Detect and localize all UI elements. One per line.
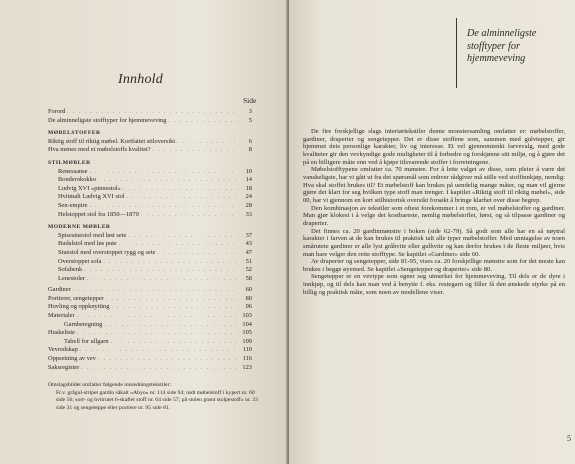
- toc-entry: [48, 338, 252, 347]
- toc-entry-title: Portierer, sengetepper: [48, 294, 104, 302]
- toc-entry-title: Ludvig XVI «pinnestol»: [58, 184, 121, 192]
- toc-entry: [48, 321, 252, 330]
- toc-entry-page: 5: [248, 116, 252, 124]
- toc-leader-dots: [80, 347, 238, 355]
- body-text: [303, 128, 565, 296]
- toc-leader-dots: [106, 296, 238, 304]
- toc-leader-dots: [128, 233, 238, 241]
- toc-entry-page: 43: [245, 240, 252, 248]
- toc-section-heading: MODERNE MØBLER: [48, 224, 111, 231]
- toc-leader-dots: [89, 203, 238, 211]
- toc-entry-title: Lenestoler: [58, 274, 85, 282]
- chapter-heading-line: De alminneligste: [467, 28, 537, 39]
- toc-entry: [48, 138, 252, 147]
- toc-entry: [48, 146, 252, 155]
- toc-entry-page: 3: [248, 108, 252, 115]
- toc-entry-title: Hovling og oppknytting: [48, 303, 110, 311]
- toc-leader-dots: [111, 339, 238, 347]
- toc-entry: [48, 117, 252, 126]
- toc-entry: [48, 275, 252, 284]
- toc-leader-dots: [119, 241, 238, 249]
- toc-entry: [48, 168, 252, 177]
- paragraph: Det finnes ca. 20 gardinmønstre i boken (side 62-79). Så godt som alle har en så nøytral karakter i farven at de kan brukes til praktisk talt alle typer møbelstoffer. Med unntagelse av noen smårutete gardiner er alle lyst gråhvite eller gulhvite og kan derfor brukes i de fleste miljøer, hvis man bare velger den rette stofftype. Se kapitlet «Gardiner» side 60.: [303, 227, 565, 258]
- toc-entry-page: 105: [242, 329, 252, 337]
- toc-leader-dots: [123, 186, 238, 194]
- toc-entry-page: 10: [245, 167, 252, 175]
- toc-entry-title: Helstoppet stol fra 1850—1870: [58, 210, 139, 218]
- cover-note-heading: Omslagsbildet omfatter følgende innredningstekstiler:: [48, 382, 172, 388]
- toc-entry: [48, 364, 252, 373]
- page-column-label: Side: [243, 96, 257, 105]
- chapter-heading-line: hjemmeveving: [467, 53, 526, 64]
- toc-entry: [48, 202, 252, 211]
- toc-entry-page: 47: [245, 248, 252, 256]
- toc-leader-dots: [98, 356, 238, 364]
- toc-entry: [48, 266, 252, 275]
- toc-entry-title: Renessanse: [58, 167, 88, 175]
- toc-entry: [48, 295, 252, 304]
- toc-leader-dots: [77, 313, 238, 321]
- toc-entry-page: 24: [245, 193, 252, 201]
- toc-leader-dots: [89, 169, 238, 177]
- toc-leader-dots: [87, 276, 238, 284]
- toc-entry-page: 28: [245, 201, 252, 209]
- toc-leader-dots: [157, 250, 238, 258]
- toc-entry: [48, 193, 252, 202]
- right-page: [289, 0, 575, 464]
- toc-leader-dots: [127, 194, 238, 202]
- toc-entry-page: 80: [245, 294, 252, 302]
- toc-leader-dots: [103, 259, 238, 267]
- paragraph: Sengetepper er en vevtype som egner seg utmerket for hjemmeveving. Til dels er de dyre i innkjøp, og til dels kan man ved å benytte f. eks. restegarn og filler få den ønskede styrke på en billig og praktisk måte, som noen av modellene viser.: [303, 273, 565, 296]
- toc-entry: [48, 303, 252, 312]
- toc-entry-title: Saksregister: [48, 363, 80, 371]
- toc-entry-title: Bonderokokko: [58, 176, 96, 184]
- toc-entry-page: 37: [245, 231, 252, 239]
- toc-entry-page: 18: [245, 184, 252, 192]
- toc-leader-dots: [168, 118, 238, 126]
- paragraph: De fire forskjellige slags interiørtekstiler denne monstersamling omfatter er: møbelstoffer, gardiner, draperier og sengetepper. Det er disse stoffene som, sammen med gulvtepper, gir hjemmet dets personlige karakter, liv og interesse. Et vel gjennomtenkt farvevalg, med gode kvaliteter gir den vevkyndige gode muligheter til å forbedre og forskjønne sitt miljø, og å gjøre det på en billigere måte enn ved å kjøpe tilsvarende stoffer i forretningene.: [303, 128, 565, 166]
- toc-entry-title: Sen-empire: [58, 201, 88, 209]
- toc-entry-page: 123: [242, 363, 252, 371]
- toc-section-heading: STILMØBLER: [48, 159, 91, 166]
- toc-entry-page: 60: [245, 286, 252, 294]
- toc-entry: [48, 312, 252, 321]
- toc-entry-title: Forord: [48, 108, 66, 115]
- toc-entry-page: 51: [245, 257, 252, 265]
- toc-entry-page: 96: [245, 303, 252, 311]
- toc-entry: [48, 286, 252, 295]
- toc-entry: [48, 211, 252, 220]
- toc-entry-title: De alminneligste stofftyper for hjemmeveving: [48, 116, 167, 124]
- toc-entry: [48, 355, 252, 364]
- toc-entry: [48, 240, 252, 249]
- toc-leader-dots: [84, 267, 238, 275]
- toc-entry-page: 8: [248, 146, 252, 154]
- toc-entry-page: 52: [245, 266, 252, 274]
- toc-entry-title: Vevredskap: [48, 346, 78, 354]
- toc-entry-title: Tabell for ullgarn: [64, 337, 109, 345]
- toc-section-heading: MØBELSTOFFER: [48, 130, 101, 137]
- toc-entry: [48, 232, 252, 241]
- toc-entry-page: 109: [242, 337, 252, 345]
- toc-leader-dots: [111, 304, 238, 312]
- toc-entry: [48, 249, 252, 258]
- toc-leader-dots: [177, 139, 238, 147]
- paragraph: Møbelstofftypene omfatter ca. 70 mønstre. For å lette valget av disse, som pleier å være det vanskeligste, har vi gått ut fra det spørsmål som enhver rådgiver må stille ved stoffinnkjøp, nemlig: Hva skal stoffet brukes til? Et møbelstoff kan brukes på uendelig mange måter, og man vil gjerne gjøre det klart for seg hvilken type stoff man trenger. I kapitlet «Riktig stoff til riktig møbel», side 00, har vi gjennom en kort stilhistorisk oversikt forsøkt å bringe klarhet over disse begrep.: [303, 166, 565, 204]
- toc-entry-title: Hva menes med et møbelstoffs kvalitet?: [48, 146, 151, 154]
- toc-entry-page: 103: [242, 312, 252, 320]
- toc-entry-title: Stuestol med overstoppet rygg og sete: [58, 248, 156, 256]
- toc-entry-page: 116: [242, 355, 252, 363]
- toc-title: Innhold: [118, 72, 163, 87]
- toc-entry-page: 58: [245, 274, 252, 282]
- toc-entry-title: Huskeliste: [48, 329, 75, 337]
- toc-entry-title: Spisestuestol med løst sete: [58, 231, 127, 239]
- chapter-heading-line: stofftyper for: [467, 40, 520, 52]
- toc-entry-title: Garnberegning: [64, 320, 103, 328]
- toc-leader-dots: [73, 287, 238, 295]
- toc-entry-title: Materialer: [48, 312, 75, 320]
- paragraph: Den kombinasjon av tekstiler som oftest forekommer i et rom, er vel møbelstoffer og gardiner. Man gjør klokest i å velge det kostbareste, nemlig møbelstoffet, først, og så tilpasse gardiner og draperier.: [303, 204, 565, 227]
- toc-entry-title: Sofabenk: [58, 266, 83, 274]
- toc-entry-title: Riktig stoff til riktig møbel. Kortfattet stiloversikt: [48, 137, 176, 145]
- page-number: 5: [567, 434, 571, 443]
- toc-entry: [48, 185, 252, 194]
- toc-entry-page: 110: [242, 346, 252, 354]
- table-of-contents: [48, 108, 252, 372]
- toc-entry-page: 104: [242, 320, 252, 328]
- cover-note-body: Fr.v. grågul-stripet gardin såkalt «Abyo» nr. 114 side 94; rødt møbelstoff i kypert nr. 60 side 56; sort- og hvitrutet 6-skaftet stoff nr. 64 side 57; på stolen grønt stolpestoff» nr. 33 side 31 og sengeteppe eller portiere nr. 95 side 81.: [56, 390, 258, 411]
- chapter-heading: [456, 18, 568, 88]
- toc-leader-dots: [77, 330, 238, 338]
- paragraph: Av draperier og sengetepper, side 81-95, vises ca. 20 forskjellige mønstre som for det meste kan brukes i begge øyemed. Se kapitlet «Sengetepper og draperier» side 80.: [303, 258, 565, 273]
- toc-entry-page: 33: [245, 210, 252, 218]
- toc-entry-page: 14: [245, 176, 252, 184]
- toc-leader-dots: [104, 322, 238, 330]
- toc-entry-title: Overstoppet sofa: [58, 257, 102, 265]
- toc-entry: [48, 258, 252, 267]
- toc-leader-dots: [98, 177, 238, 185]
- toc-entry-title: Budalstol med løs pute: [58, 240, 117, 248]
- toc-entry: [48, 176, 252, 185]
- toc-leader-dots: [67, 109, 238, 117]
- toc-entry: [48, 108, 252, 117]
- toc-leader-dots: [141, 212, 238, 220]
- toc-leader-dots: [81, 365, 238, 373]
- toc-entry-title: Hvitmalt Ludvig XVI stol: [58, 193, 125, 201]
- toc-entry-page: 6: [248, 137, 252, 145]
- toc-entry-title: Oppsetning av vev: [48, 355, 96, 363]
- toc-leader-dots: [153, 147, 238, 155]
- toc-entry-title: Gardiner: [48, 286, 71, 294]
- cover-note: [48, 382, 260, 412]
- toc-entry: [48, 346, 252, 355]
- toc-entry: [48, 329, 252, 338]
